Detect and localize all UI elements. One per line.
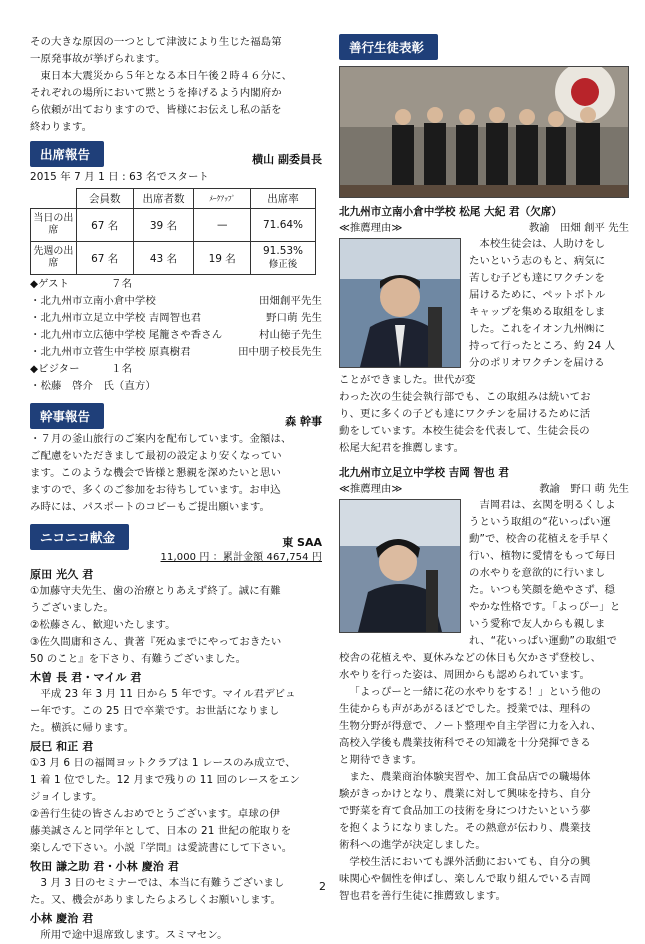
rate-value: 91.53% — [263, 245, 304, 257]
body-line: 生徒からも声があがるほどでした。授業では、理科の — [339, 703, 591, 715]
guest-teacher: 村山徳子先生 — [259, 329, 322, 341]
intro-line: 終わります。 — [30, 121, 93, 133]
makeup-cell: 19 名 — [194, 242, 251, 275]
row-label: 先週の出席 — [31, 242, 77, 275]
donor-line: ①3 月 6 日の福岡ヨットクラブは 1 レースのみ成立で、 — [30, 757, 296, 769]
body-line: 吉岡君は、玄関を明るくしよ — [479, 499, 616, 511]
members-cell: 67 名 — [76, 209, 133, 242]
group-photo-image — [340, 67, 628, 197]
body-line: 校舎の花植えや、夏休みなどの休日も欠かさず登校し、 — [339, 652, 602, 664]
secretary-line: み時には、パスポートのコピーもご提出願います。 — [30, 501, 271, 513]
guest-teacher: 野口萌 先生 — [266, 312, 322, 324]
list-item — [30, 344, 322, 361]
table-header-cell: 出席者数 — [133, 189, 194, 209]
donor-line: た。横浜に帰ります。 — [30, 722, 135, 734]
secretary-line: ・７月の釜山旅行のご案内を配布しています。金額は、 — [30, 433, 292, 445]
student1-photo — [339, 238, 461, 368]
secretary-header — [30, 403, 322, 429]
student2-photo-image — [340, 500, 460, 632]
table-header-row — [31, 189, 316, 209]
secretary-line: ますので、多くのご参加をお待ちしています。お申込 — [30, 484, 281, 496]
body-line: 松尾大紀君を推薦します。 — [339, 442, 465, 454]
table-header-cell: 会員数 — [76, 189, 133, 209]
attendance-heading: 出席報告 — [30, 141, 104, 167]
donor-line: た。又、機会がありましたらよろしくお願いします。 — [30, 894, 281, 906]
donor-line: ジョイします。 — [30, 791, 103, 803]
donor-line: ー年です。この 25 日で卒業です。お世話になりまし — [30, 705, 280, 717]
donor-name: 小林 慶治 君 — [30, 912, 94, 925]
body-line: キャップを集める取組をしま — [469, 306, 606, 318]
attendees-cell: 39 名 — [133, 209, 194, 242]
donor-name: 木曽 長 君・マイル 君 — [30, 671, 142, 684]
reason-label: ≪推薦理由≫ — [339, 483, 403, 495]
teacher-name: 教諭 野口 萌 先生 — [539, 483, 629, 495]
body-line: 分のポリオワクチンを届ける — [469, 357, 605, 369]
guest-school: ・北九州市立南小倉中学校 — [30, 295, 156, 307]
nikoniko-heading: ニコニコ献金 — [30, 524, 129, 550]
table-header-cell — [31, 189, 77, 209]
page-number: 2 — [319, 880, 326, 893]
nikoniko-total: 11,000 円 ：累計金額 467,754 円 — [160, 552, 322, 563]
donor-line: 楽しんで下さい。小説『学問』は愛読書にして下さい。 — [30, 842, 293, 854]
body-line: 生物分野が得意で、ノート整理や自主学習に力を入れ、 — [339, 720, 602, 732]
donor-name: 原田 光久 君 — [30, 568, 94, 581]
donor-line: ②松藤さん、歓迎いたします。 — [30, 619, 176, 631]
body-line: 学校生活においても課外活動においても、自分の興 — [349, 856, 591, 868]
attendance-table — [30, 188, 316, 275]
student2-photo — [339, 499, 461, 633]
list-item — [30, 310, 322, 327]
visitor-label: ◆ビジター １名 — [30, 363, 133, 375]
secretary-heading: 幹事報告 — [30, 403, 104, 429]
body-line: うという取組の“花いっぱい運 — [469, 516, 611, 528]
intro-text — [30, 34, 322, 136]
attendees-cell: 43 名 — [133, 242, 194, 275]
student2-school: 北九州市立足立中学校 吉岡 智也 君 — [339, 467, 509, 479]
body-line: 苦しむ子ども達にワクチンを — [469, 272, 605, 284]
student1-reason-row — [339, 220, 629, 236]
student1-photo-image — [340, 239, 460, 367]
guest-teacher: 田中朋子校長先生 — [238, 346, 322, 358]
intro-line: それぞれの場所において黙とうを捧げるよう内閣府か — [30, 87, 282, 99]
secretary-text — [30, 431, 322, 516]
body-line: 「よっぴーと一緒に花の水やりをする！」という他の — [349, 686, 602, 698]
student2-body — [339, 497, 629, 905]
intro-line: 東日本大震災から５年となる本日午後２時４６分に、 — [40, 70, 293, 82]
body-line: を抱くようになりました。その熱意が伝わり、農業技 — [339, 822, 591, 834]
body-line: れ、“花いっぱい運動”の取組で — [469, 635, 617, 647]
body-line: 本校生徒会は、人助けをし — [479, 238, 606, 250]
table-row — [31, 209, 316, 242]
donor-line: 50 のこと』を下さり、有難うございました。 — [30, 653, 247, 665]
intro-line: 一原発事故が挙げられます。 — [30, 53, 166, 65]
body-line: 味関心や個性を伸ばし、楽しんで取り組んでいる吉岡 — [339, 873, 591, 885]
guest-teacher: 田畑創平先生 — [259, 295, 322, 307]
guest-list — [30, 276, 322, 395]
body-line: 験がきっかけとなり、農業に対して興味を持ち、自分 — [339, 788, 591, 800]
guest-school: ・北九州市立広徳中学校 尾籠さや香さん — [30, 329, 223, 341]
rate-value: 71.64% — [263, 219, 304, 231]
row-label: 当日の出席 — [31, 209, 77, 242]
donor-name: 辰巳 和正 君 — [30, 740, 94, 753]
visitor-item: ・松藤 啓介 氏（直方） — [30, 380, 156, 392]
list-item — [30, 293, 322, 310]
donor-name: 牧田 謙之助 君・小林 慶治 君 — [30, 860, 179, 873]
donor-line: ①加藤守夫先生、歯の治療とりあえず終了。誠に有難 — [30, 585, 281, 597]
donor-line: ③佐久間庸和さん、貴著『死ぬまでにやっておきたい — [30, 636, 282, 648]
makeup-cell: — — [194, 209, 251, 242]
nikoniko-header — [30, 524, 322, 550]
teacher-name: 教諭 田畑 創平 先生 — [528, 222, 629, 234]
student2-reason-row — [339, 481, 629, 497]
table-row — [31, 242, 316, 275]
list-item — [30, 327, 322, 344]
body-line: 持って行ったところ、約 24 人 — [469, 340, 616, 352]
body-line: た。いつも笑顔を絶やさず、穏 — [469, 584, 616, 596]
members-cell: 67 名 — [76, 242, 133, 275]
rate-cell — [251, 209, 316, 242]
reason-label: ≪推薦理由≫ — [339, 222, 403, 234]
guest-school: ・北九州市立足立中学校 吉岡智也君 — [30, 312, 202, 324]
body-line: した。これをイオン九州㈱に — [469, 323, 606, 335]
left-column — [30, 34, 322, 944]
body-line: やかな性格です。「よっぴー」と — [469, 601, 621, 613]
body-line: 水やりを行った姿は、周囲からも認められています。 — [339, 669, 590, 681]
body-line: 行い、植物に愛情をもって毎日 — [469, 550, 616, 562]
award-heading: 善行生徒表彰 — [339, 34, 438, 60]
body-line: 動”で、校舎の花植えを手早く — [469, 533, 611, 545]
body-line: で野菜を育て食品加工の技術を身につけたいという夢 — [339, 805, 591, 817]
body-line: 動をしています。本校生徒会を代表して、生徒会長の — [339, 425, 590, 437]
donor-line: 平成 23 年 3 月 11 日から 5 年です。マイル君デビュ — [40, 688, 296, 700]
table-header-cell: ﾒｰｸｱｯﾌﾟ — [194, 189, 251, 209]
body-line: と期待できます。 — [339, 754, 423, 766]
body-line: ことができました。世代が変 — [339, 374, 476, 386]
intro-line: ら依頼が出ておりますので、皆様にお伝えし私の話を — [30, 104, 282, 116]
donor-line: 所用で途中退席致します。スミマセン。 — [40, 929, 228, 941]
body-line: 術科への進学が決定しました。 — [339, 839, 486, 851]
body-line: の水やりを意欲的に行いまし — [469, 567, 606, 579]
intro-line: その大きな原因の一つとして津波により生じた福島第 — [30, 36, 282, 48]
body-line: また、農業商治体験実習や、加工食品店での職場体 — [349, 771, 591, 783]
body-line: 届けるために、ペットボトル — [469, 289, 606, 301]
guest-school: ・北九州市立菅生中学校 原真樹君 — [30, 346, 191, 358]
body-line: いう愛称で友人からも親しま — [469, 618, 606, 630]
secretary-line: ご配慮をいただきまして最初の設定より安くなってい — [30, 450, 282, 462]
donor-line: 3 月 3 日のセミナーでは、本当に有難うございまし — [40, 877, 285, 889]
group-photo — [339, 66, 629, 198]
body-line: り、更に多くの子ども達にワクチンを届けるために活 — [339, 408, 591, 420]
rate-note: 修正後 — [268, 259, 298, 270]
donor-line: うございました。 — [30, 602, 114, 614]
attendance-signature: 横山 副委員長 — [252, 153, 322, 166]
guest-label: ◆ゲスト ７名 — [30, 278, 133, 290]
donor-line: 1 着 1 位でした。12 月まで残りの 11 回のレースをエン — [30, 774, 300, 786]
secretary-line: ます。このような機会で皆様と懇親を深めたいと思い — [30, 467, 281, 479]
donor-line: 藤美誠さんと同学年として、日本の 21 世紀の舵取りを — [30, 825, 292, 837]
secretary-signature: 森 幹事 — [285, 415, 322, 428]
right-column — [339, 34, 629, 905]
attendance-date: 2015 年 7 月 1 日 : 63 名でスタート — [30, 171, 209, 183]
donor-line: ②善行生徒の皆さんおめでとうございます。卓球の伊 — [30, 808, 280, 820]
student1-body — [339, 236, 629, 457]
body-line: たいという志のもと、病気に — [469, 255, 606, 267]
attendance-header — [30, 141, 322, 167]
table-header-cell: 出席率 — [251, 189, 316, 209]
nikoniko-signature: 東 SAA — [282, 536, 322, 549]
body-line: 智也君を善行生徒に推薦致します。 — [339, 890, 507, 902]
rate-cell — [251, 242, 316, 275]
student1-school: 北九州市立南小倉中学校 松尾 大紀 君（欠席） — [339, 206, 562, 218]
body-line: わった次の生徒会執行部でも、この取組みは続いてお — [339, 391, 591, 403]
body-line: 高校入学後も農業技術科でその知識を十分発揮できる — [339, 737, 591, 749]
